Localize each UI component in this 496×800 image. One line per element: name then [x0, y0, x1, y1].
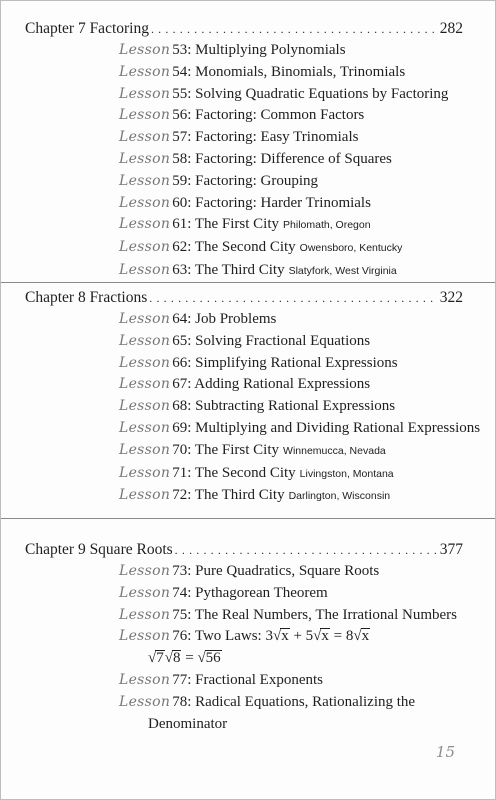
lesson-number: 60	[172, 194, 188, 211]
lesson-title: : Solving Fractional Equations	[187, 332, 371, 349]
operator: +	[289, 628, 306, 645]
lesson-number: 55	[172, 85, 188, 102]
lesson-title: : Factoring: Easy Trinomials	[187, 129, 359, 146]
lesson-title: : The Third City	[187, 487, 285, 504]
lesson-item	[119, 626, 495, 648]
lesson-list	[1, 40, 495, 283]
lesson-item	[119, 561, 495, 583]
lesson-item	[119, 692, 495, 714]
lesson-title: : Pure Quadratics, Square Roots	[187, 563, 380, 579]
radical	[313, 628, 330, 644]
lesson-title: : Job Problems	[187, 311, 277, 327]
radical-sign: √	[272, 628, 282, 645]
lesson-title: : The First City	[187, 216, 280, 233]
lesson-title: : Subtracting Rational Expressions	[187, 398, 396, 415]
chapter-page: 377	[439, 541, 463, 558]
page-number: 15	[435, 743, 455, 761]
lesson-number: 68	[172, 398, 188, 415]
lesson-word: Lesson	[119, 398, 171, 415]
lesson-title: : Radical Equations, Rationalizing the	[187, 693, 416, 710]
lesson-word: Lesson	[119, 194, 171, 211]
operator: =	[181, 650, 198, 667]
lesson-word: Lesson	[119, 63, 171, 80]
radical-sign: √	[164, 650, 173, 667]
lesson-word: Lesson	[119, 464, 171, 481]
radicand: x	[321, 628, 329, 645]
lesson-city: Winnemucca, Nevada	[283, 444, 386, 457]
lesson-number: 75	[172, 606, 188, 623]
lesson-number: 70	[172, 441, 188, 458]
lesson-item	[119, 353, 495, 375]
radicand: 56	[205, 650, 221, 667]
lesson-list	[1, 309, 495, 508]
lesson-title: : Pythagorean Theorem	[187, 584, 328, 601]
lesson-number: 53	[172, 42, 188, 58]
lesson-item	[119, 418, 495, 440]
lesson-title: : The Third City	[187, 261, 285, 278]
radicand: 7	[156, 650, 164, 667]
dot-leader	[151, 18, 438, 40]
lesson-item	[119, 193, 495, 215]
lesson-title: : Adding Rational Expressions	[187, 376, 371, 393]
lesson-title: : The Second City	[187, 464, 296, 481]
lesson-word: Lesson	[119, 85, 171, 102]
dot-leader	[175, 539, 438, 561]
lesson-item	[119, 396, 495, 418]
lesson-word: Lesson	[119, 261, 171, 278]
chapter-8-section	[1, 287, 495, 508]
radicand: x	[281, 628, 289, 645]
lesson-title: : Multiplying Polynomials	[187, 42, 346, 58]
lesson-word: Lesson	[119, 332, 171, 349]
radicand: 8	[172, 650, 181, 667]
lesson-title: : Simplifying Rational Expressions	[187, 354, 398, 371]
lesson-number: 66	[172, 354, 188, 371]
lesson-title-continued: Denominator	[148, 715, 228, 732]
lesson-title: : Multiplying and Dividing Rational Expressions	[187, 419, 481, 436]
chapter-heading	[25, 18, 463, 40]
dot-leader	[149, 287, 437, 309]
lesson-word: Lesson	[119, 216, 171, 233]
lesson-number: 54	[172, 63, 188, 80]
lesson-number: 69	[172, 419, 188, 436]
lesson-item	[119, 40, 495, 62]
lesson-item	[119, 214, 495, 237]
lesson-word: Lesson	[119, 107, 171, 124]
lesson-number: 62	[172, 239, 188, 256]
lesson-number: 58	[172, 150, 188, 167]
chapter-heading	[25, 287, 463, 309]
lesson-number: 74	[172, 584, 188, 601]
lesson-city: Slatyfork, West Virginia	[288, 264, 397, 277]
radical	[273, 628, 290, 644]
lesson-number: 56	[172, 107, 188, 124]
lesson-item	[119, 171, 495, 193]
lesson-number: 61	[172, 216, 188, 233]
lesson-item	[119, 127, 495, 149]
lesson-item	[119, 237, 495, 260]
radical	[165, 650, 182, 666]
chapter-title: Chapter 7 Factoring	[25, 20, 149, 37]
radical-sign: √	[353, 628, 362, 645]
lesson-word: Lesson	[119, 441, 171, 458]
lesson-number: 67	[172, 376, 188, 393]
operator: =	[329, 628, 346, 645]
radical	[353, 628, 370, 644]
chapter-page: 322	[439, 289, 463, 306]
lesson-word: Lesson	[119, 671, 171, 688]
lesson-item	[119, 84, 495, 106]
lesson-title: : The First City	[187, 441, 280, 458]
lesson-title: : Fractional Exponents	[187, 671, 324, 688]
lesson-item	[119, 105, 495, 127]
lesson-item	[119, 331, 495, 353]
lesson-word: Lesson	[119, 239, 171, 256]
lesson-item	[119, 463, 495, 486]
section-divider	[1, 282, 495, 283]
lesson-number: 73	[172, 563, 188, 579]
lesson-word: Lesson	[119, 311, 171, 327]
lesson-city: Philomath, Oregon	[283, 219, 371, 232]
lesson-city: Darlington, Wisconsin	[288, 490, 391, 503]
lesson-title: : The Second City	[187, 239, 296, 256]
lesson-word: Lesson	[119, 584, 171, 601]
lesson-word: Lesson	[119, 693, 171, 710]
lesson-number: 72	[172, 487, 188, 504]
lesson-item	[119, 670, 495, 692]
lesson-word: Lesson	[119, 150, 171, 167]
radical	[197, 650, 221, 666]
chapter-9-section	[1, 539, 495, 735]
lesson-item	[119, 583, 495, 605]
lesson-title: : The Real Numbers, The Irrational Numbers	[187, 606, 457, 623]
chapter-title: Chapter 9 Square Roots	[25, 541, 173, 558]
lesson-word: Lesson	[119, 419, 171, 436]
lesson-word: Lesson	[119, 354, 171, 371]
radicand: x	[361, 628, 370, 645]
lesson-item	[119, 440, 495, 463]
lesson-city: Livingston, Montana	[299, 467, 394, 480]
lesson-list	[1, 561, 495, 735]
lesson-word: Lesson	[119, 42, 171, 58]
lesson-item	[119, 485, 495, 508]
formula-law2	[148, 648, 495, 670]
chapter-7-section	[1, 18, 495, 283]
chapter-heading	[25, 539, 463, 561]
lesson-city: Owensboro, Kentucky	[299, 242, 403, 255]
lesson-word: Lesson	[119, 376, 171, 393]
coefficient: 3	[265, 628, 273, 645]
section-divider	[1, 518, 495, 519]
lesson-item	[119, 149, 495, 171]
lesson-title: : Two Laws:	[187, 628, 266, 645]
formula-law1	[265, 628, 370, 644]
lesson-number: 77	[172, 671, 188, 688]
lesson-number: 65	[172, 332, 188, 349]
lesson-word: Lesson	[119, 172, 171, 189]
coefficient: 8	[345, 628, 354, 645]
radical-sign: √	[197, 650, 206, 667]
lesson-title: : Monomials, Binomials, Trinomials	[187, 63, 406, 80]
lesson-title: : Factoring: Difference of Squares	[187, 150, 392, 167]
lesson-title: : Solving Quadratic Equations by Factoring	[187, 85, 449, 102]
lesson-number: 71	[172, 464, 188, 481]
chapter-title: Chapter 8 Fractions	[25, 289, 148, 306]
coefficient: 5	[305, 628, 314, 645]
lesson-number: 57	[172, 129, 188, 146]
lesson-word: Lesson	[119, 129, 171, 146]
lesson-number: 63	[172, 261, 188, 278]
lesson-title: : Factoring: Harder Trinomials	[187, 194, 371, 211]
lesson-item	[119, 605, 495, 627]
lesson-number: 76	[172, 628, 188, 645]
lesson-title: : Factoring: Grouping	[187, 172, 319, 189]
lesson-number: 59	[172, 172, 188, 189]
radical	[148, 650, 165, 666]
radical-sign: √	[313, 628, 322, 645]
chapter-page: 282	[439, 20, 463, 37]
lesson-number: 64	[172, 311, 188, 327]
lesson-item	[119, 374, 495, 396]
lesson-word: Lesson	[119, 487, 171, 504]
lesson-item	[119, 260, 495, 283]
radical-sign: √	[148, 650, 157, 667]
lesson-item	[119, 309, 495, 331]
lesson-word: Lesson	[119, 563, 171, 579]
lesson-word: Lesson	[119, 606, 171, 623]
lesson-number: 78	[172, 693, 188, 710]
lesson-word: Lesson	[119, 628, 171, 645]
lesson-title: : Factoring: Common Factors	[187, 107, 365, 124]
lesson-item	[119, 62, 495, 84]
